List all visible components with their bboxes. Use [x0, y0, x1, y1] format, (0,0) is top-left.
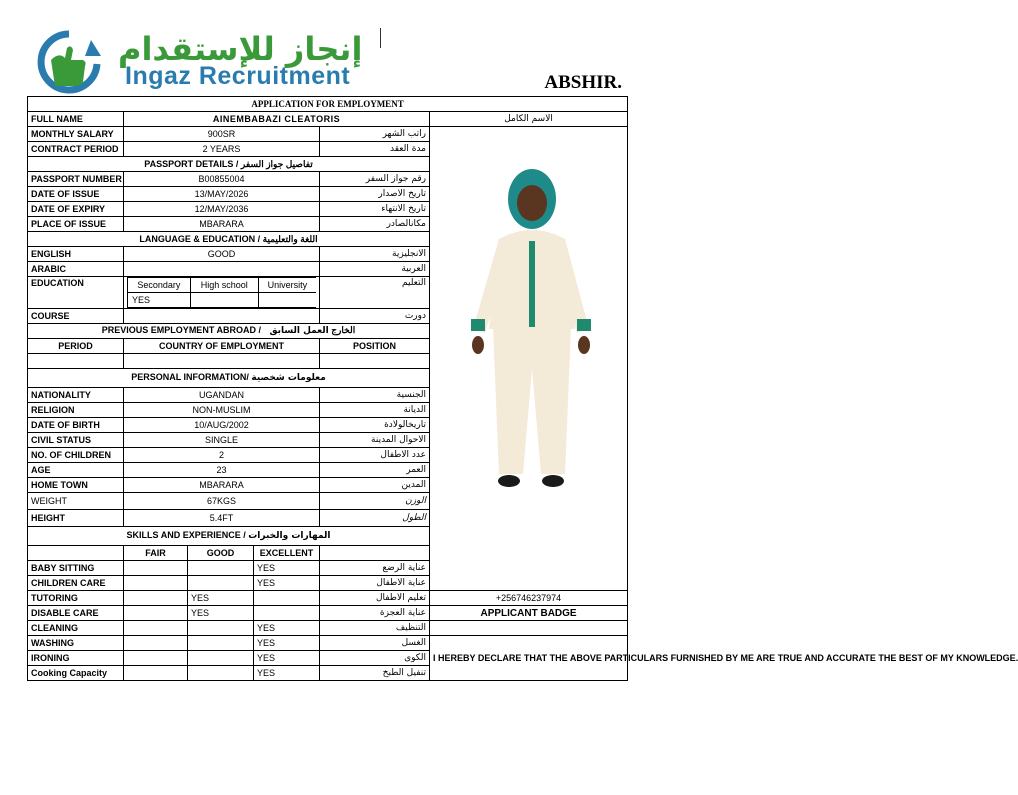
excellent-header: EXCELLENT [254, 546, 320, 561]
skills-section-title-ar: المهارات والخبرات [248, 531, 331, 541]
religion-label: RELIGION [28, 403, 124, 418]
education-mark-highschool [190, 293, 258, 308]
tutoring-label-ar: تعليم الاطفال [320, 591, 430, 606]
washing-label: WASHING [28, 636, 124, 651]
full-name-label: FULL NAME [28, 112, 124, 127]
passport-section-header: PASSPORT DETAILS / تفاصيل جواز السفر [28, 157, 430, 172]
application-form [27, 96, 1018, 681]
baby-sitting-good [188, 561, 254, 576]
arabic-value [124, 262, 320, 277]
disable-care-excellent [254, 606, 320, 621]
age-value: 23 [124, 463, 320, 478]
disable-care-good: YES [188, 606, 254, 621]
nationality-label: NATIONALITY [28, 388, 124, 403]
salary-label-ar: راتب الشهر [320, 127, 430, 142]
cooking-fair [124, 666, 188, 681]
language-section-header: LANGUAGE & EDUCATION / اللغة والتعليمية [28, 232, 430, 247]
form-title: APPLICATION FOR EMPLOYMENT [28, 97, 628, 112]
education-level-highschool: High school [190, 278, 258, 293]
age-label: AGE [28, 463, 124, 478]
washing-label-ar: الغسل [320, 636, 430, 651]
previous-employment-header [28, 324, 430, 339]
baby-sitting-label-ar: عناية الرضع [320, 561, 430, 576]
ironing-label-ar: الكوى [320, 651, 430, 666]
skills-header-blank [320, 546, 430, 561]
fair-header: FAIR [124, 546, 188, 561]
tutoring-excellent [254, 591, 320, 606]
period-header: PERIOD [28, 339, 124, 354]
applicant-photo [430, 127, 628, 591]
issue-place-label: PLACE OF ISSUE [28, 217, 124, 232]
dob-value: 10/AUG/2002 [124, 418, 320, 433]
children-care-fair [124, 576, 188, 591]
english-label: ENGLISH [28, 247, 124, 262]
ironing-excellent: YES [254, 651, 320, 666]
disable-care-label: DISABLE CARE [28, 606, 124, 621]
weight-label: WEIGHT [28, 493, 124, 510]
skills-section-header [28, 527, 430, 546]
hometown-label: HOME TOWN [28, 478, 124, 493]
ironing-good [188, 651, 254, 666]
agency-name: ABSHIR. [544, 72, 622, 93]
issue-place-label-ar: مكانالصادر [320, 217, 430, 232]
salary-value: 900SR [124, 127, 320, 142]
height-label-ar: الطول [320, 510, 430, 527]
passport-number-label: PASSPORT NUMBER [28, 172, 124, 187]
badge-label: APPLICANT BADGE [430, 606, 628, 621]
cleaning-good [188, 621, 254, 636]
previous-employment-title: PREVIOUS EMPLOYMENT ABROAD / الخارج [101, 325, 356, 335]
arabic-label: ARABIC [28, 262, 124, 277]
skills-corner-cell [28, 546, 124, 561]
course-value [124, 309, 320, 324]
age-label-ar: العمر [320, 463, 430, 478]
civil-status-label-ar: الاحوال المدينة [320, 433, 430, 448]
skills-section-title: SKILLS AND EXPERIENCE / [126, 530, 246, 540]
civil-status-value: SINGLE [124, 433, 320, 448]
contract-label-ar: مدة العقد [320, 142, 430, 157]
full-name-value: AINEMBABAZI CLEATORIS [124, 112, 430, 127]
header-divider [380, 28, 381, 48]
tutoring-fair [124, 591, 188, 606]
baby-sitting-label: BABY SITTING [28, 561, 124, 576]
education-label-ar: التعليم [320, 277, 430, 309]
children-value: 2 [124, 448, 320, 463]
hometown-label-ar: المدين [320, 478, 430, 493]
cooking-label: Cooking Capacity [28, 666, 124, 681]
english-value: GOOD [124, 247, 320, 262]
children-label: NO. OF CHILDREN [28, 448, 124, 463]
expiry-date-label: DATE OF EXPIRY [28, 202, 124, 217]
weight-value: 67KGS [124, 493, 320, 510]
issue-date-value: 13/MAY/2026 [124, 187, 320, 202]
washing-excellent: YES [254, 636, 320, 651]
children-care-good [188, 576, 254, 591]
education-grid [124, 277, 320, 309]
washing-fair [124, 636, 188, 651]
education-mark-university [258, 293, 316, 308]
baby-sitting-fair [124, 561, 188, 576]
salary-label: MONTHLY SALARY [28, 127, 124, 142]
period-cell [28, 354, 124, 369]
tutoring-good: YES [188, 591, 254, 606]
passport-number-value: B00855004 [124, 172, 320, 187]
education-mark-secondary: YES [128, 293, 191, 308]
contract-value: 2 YEARS [124, 142, 320, 157]
company-logo-icon [33, 30, 105, 94]
education-level-secondary: Secondary [128, 278, 191, 293]
education-label: EDUCATION [28, 277, 124, 309]
country-header: COUNTRY OF EMPLOYMENT [124, 339, 320, 354]
cooking-good [188, 666, 254, 681]
hometown-value: MBARARA [124, 478, 320, 493]
religion-value: NON-MUSLIM [124, 403, 320, 418]
cleaning-excellent: YES [254, 621, 320, 636]
position-header: POSITION [320, 339, 430, 354]
disable-care-fair [124, 606, 188, 621]
declaration-text: I HEREBY DECLARE THAT THE ABOVE PARTICULARS FURNISHED BY ME ARE TRUE AND ACCURATE THE BEST OF MY KNOWLEDGE. [430, 636, 628, 681]
arabic-label-ar: العربية [320, 262, 430, 277]
previous-employment-title-ar: العمل السابق [269, 326, 329, 336]
full-name-label-ar: الاسم الكامل [430, 112, 628, 127]
cleaning-label-ar: التنظيف [320, 621, 430, 636]
weight-label-ar: الوزن [320, 493, 430, 510]
passport-number-label-ar: رقم جواز السفر [320, 172, 430, 187]
dob-label: DATE OF BIRTH [28, 418, 124, 433]
contact-value: +256746237974 [430, 591, 628, 606]
course-label: COURSE [28, 309, 124, 324]
personal-section-header [28, 369, 430, 388]
baby-sitting-excellent: YES [254, 561, 320, 576]
logo-arabic-text: إنجاز للإستقدام [118, 30, 363, 68]
issue-date-label: DATE OF ISSUE [28, 187, 124, 202]
cooking-label-ar: تنفيل الطبخ [320, 666, 430, 681]
expiry-date-value: 12/MAY/2036 [124, 202, 320, 217]
nationality-value: UGANDAN [124, 388, 320, 403]
ironing-fair [124, 651, 188, 666]
cooking-excellent: YES [254, 666, 320, 681]
washing-good [188, 636, 254, 651]
personal-section-title: PERSONAL INFORMATION/ [131, 372, 249, 382]
children-care-excellent: YES [254, 576, 320, 591]
height-label: HEIGHT [28, 510, 124, 527]
applicant-figure-icon [471, 169, 591, 487]
cleaning-fair [124, 621, 188, 636]
ironing-label: IRONING [28, 651, 124, 666]
children-label-ar: عدد الاطفال [320, 448, 430, 463]
tutoring-label: TUTORING [28, 591, 124, 606]
country-cell [124, 354, 320, 369]
personal-section-title-ar: معلومات شخصية [251, 373, 326, 383]
logo-english-text: Ingaz Recruitment [125, 62, 351, 90]
course-label-ar: دورت [320, 309, 430, 324]
dob-label-ar: تاريخالولادة [320, 418, 430, 433]
badge-blank-cell [430, 621, 628, 636]
position-cell [320, 354, 430, 369]
contract-label: CONTRACT PERIOD [28, 142, 124, 157]
issue-date-label-ar: تاريخ الاصدار [320, 187, 430, 202]
english-label-ar: الانجليزية [320, 247, 430, 262]
religion-label-ar: الديانة [320, 403, 430, 418]
expiry-date-label-ar: تاريخ الانتهاء [320, 202, 430, 217]
children-care-label-ar: عناية الاطفال [320, 576, 430, 591]
issue-place-value: MBARARA [124, 217, 320, 232]
children-care-label: CHILDREN CARE [28, 576, 124, 591]
good-header: GOOD [188, 546, 254, 561]
nationality-label-ar: الجنسية [320, 388, 430, 403]
disable-care-label-ar: عناية العجزة [320, 606, 430, 621]
civil-status-label: CIVIL STATUS [28, 433, 124, 448]
cleaning-label: CLEANING [28, 621, 124, 636]
height-value: 5.4FT [124, 510, 320, 527]
education-level-university: University [258, 278, 316, 293]
